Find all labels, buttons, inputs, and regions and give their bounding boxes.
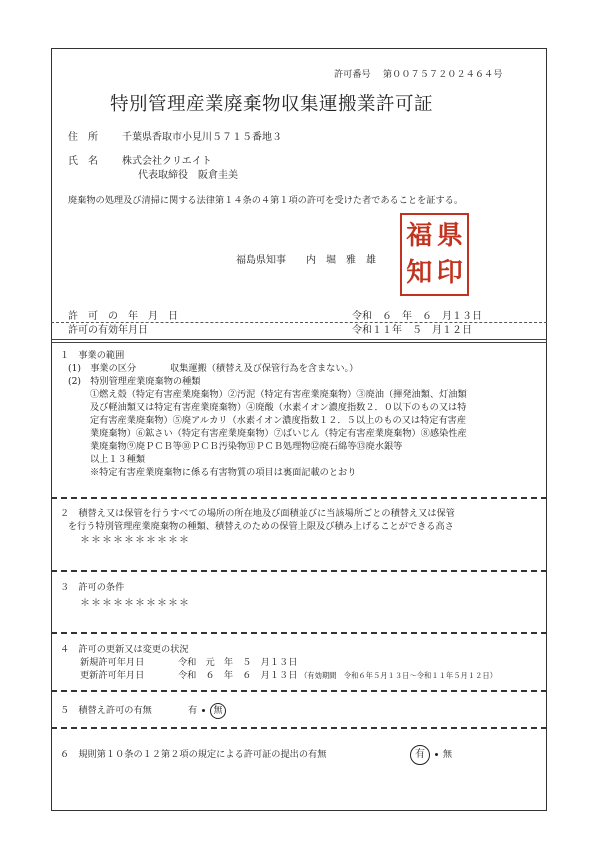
seal-char-4: 印	[436, 258, 463, 289]
official-seal	[400, 213, 469, 296]
divider-section3	[51, 570, 547, 572]
document-title: 特別管理産業廃棄物収集運搬業許可証	[110, 94, 434, 115]
divider-section2	[51, 497, 547, 499]
address-label: 住 所	[68, 132, 98, 143]
section1-item2-label: (2) 特別管理産業廃棄物の種類	[68, 376, 201, 387]
section2-heading-line1: ２ 積替え又は保管を行うすべての場所の所在地及び面積並びに当該場所ごとの積替え又は保管	[60, 508, 455, 519]
submission-option-yes-circled: 有	[410, 745, 430, 765]
divider-main-2	[51, 342, 547, 343]
permit-date-value: 令和 ６ 年 ６ 月１３日	[352, 311, 482, 322]
submission-option-no: 無	[442, 749, 453, 760]
waste-types-line-3: 定有害産業廃棄物）⑤廃アルカリ（水素イオン濃度指数１２．５以上のもの又は特定有害産	[90, 415, 467, 426]
waste-types-count: 以上１３種類	[90, 454, 146, 465]
section3-value: ＊＊＊＊＊＊＊＊＊＊	[80, 598, 190, 609]
waste-types-note: ※特定有害産業廃棄物に係る有害物質の項目は裏面記載のとおり	[90, 467, 357, 478]
divider-section4	[51, 632, 547, 634]
waste-types-line-1: ①燃え殻（特定有害産業廃棄物）②汚泥（特定有害産業廃棄物）③廃油（揮発油類、灯油類	[90, 389, 467, 400]
certification-text: 廃棄物の処理及び清掃に関する法律第１４条の４第１項の許可を受けた者であることを証する。	[68, 195, 464, 206]
divider-section5	[51, 690, 547, 692]
transfer-option-no-circled: 無	[210, 703, 226, 719]
section6-heading: ６ 規則第１０条の１２第２項の規定による許可証の提出の有無	[60, 749, 327, 760]
waste-types-line-4: 業廃棄物）⑥鉱さい（特定有害産業廃棄物）⑦ばいじん（特定有害産業廃棄物）⑧感染性産	[90, 428, 467, 439]
transfer-permit-options	[188, 703, 226, 719]
section1-heading: １ 事業の範囲	[60, 350, 125, 361]
section4-heading: ４ 許可の更新又は変更の状況	[60, 644, 189, 655]
section2-heading-line2: を行う特別管理産業廃棄物の種類、積替えのための保管上限及び積み上げることができる高さ	[68, 521, 454, 532]
divider-main-1	[51, 339, 547, 340]
section5-heading: ５ 積替え許可の有無	[60, 705, 152, 716]
company-name: 株式会社クリエイト	[122, 156, 212, 167]
separator-dot	[202, 709, 205, 712]
address-value: 千葉県香取市小見川５７１５番地３	[122, 132, 282, 143]
permit-number: 第００７５７２０２４６４号	[383, 69, 503, 80]
submission-options	[410, 745, 452, 765]
divider-dates	[51, 322, 547, 323]
renewal-permit-date: 令和 ６ 年 ６ 月１３日	[178, 670, 298, 681]
seal-char-2: 県	[436, 220, 463, 251]
name-label: 氏 名	[68, 156, 98, 167]
expiry-label: 許可の有効年月日	[68, 325, 148, 336]
section2-value: ＊＊＊＊＊＊＊＊＊＊	[80, 535, 190, 546]
permit-date-label: 許 可 の 年 月 日	[68, 311, 178, 322]
waste-types-line-2: 及び軽油類又は特定有害産業廃棄物）④廃酸（水素イオン濃度指数２．０以下のもの又は特	[90, 402, 467, 413]
section1-item1-label: (1) 事業の区分	[68, 363, 137, 374]
new-permit-date: 令和 元 年 ５ 月１３日	[178, 657, 298, 668]
section3-heading: ３ 許可の条件	[60, 582, 125, 593]
permit-number-label: 許可番号	[334, 69, 371, 80]
transfer-option-yes: 有	[188, 705, 198, 716]
expiry-value: 令和１１年 ５ 月１２日	[352, 325, 472, 336]
section1-item1-value: 収集運搬（積替え及び保管行為を含まない。）	[170, 363, 359, 374]
renewal-valid-period: （有効期間 令和６年５月１３日～令和１１年５月１２日）	[300, 671, 498, 680]
divider-section6	[51, 727, 547, 729]
seal-char-3: 知	[406, 258, 433, 289]
renewal-permit-label: 更新許可年月日	[80, 670, 145, 681]
representative-name: 代表取締役 阪倉圭美	[138, 170, 238, 181]
waste-types-line-5: 業廃棄物⑨廃ＰＣＢ等⑩ＰＣＢ汚染物⑪ＰＣＢ処理物⑫廃石綿等⑬廃水銀等	[90, 441, 403, 452]
seal-char-1: 福	[406, 220, 433, 251]
separator-dot	[435, 753, 438, 756]
issuer-governor: 福島県知事 内 堀 雅 雄	[236, 255, 376, 266]
new-permit-label: 新規許可年月日	[80, 657, 145, 668]
